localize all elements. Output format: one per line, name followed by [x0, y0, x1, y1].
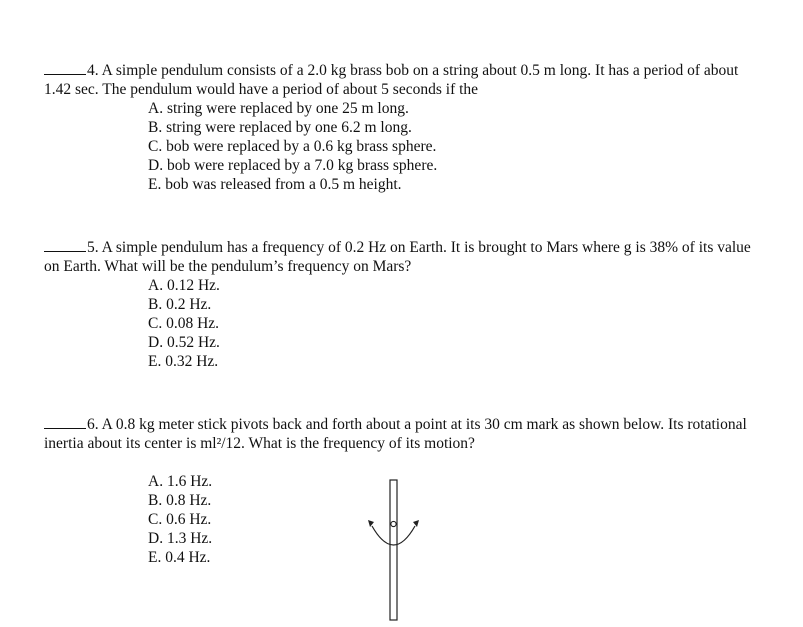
- choice-d: D. 1.3 Hz.: [148, 530, 213, 547]
- choice-b: B. 0.2 Hz.: [148, 296, 212, 313]
- question-number: 4.: [87, 62, 99, 79]
- choice-e: E. 0.32 Hz.: [148, 353, 219, 370]
- question-number: 5.: [87, 239, 99, 256]
- answer-blank-5[interactable]: [44, 237, 86, 252]
- choice-list-5: [44, 276, 764, 371]
- question-5: [44, 237, 764, 371]
- choice-c: C. 0.08 Hz.: [148, 315, 220, 332]
- question-6-stem: [44, 414, 764, 453]
- question-text: A simple pendulum has a frequency of 0.2 Hz on Earth. It is brought to Mars where g is 38% of its value on Earth. What will be the pendulum’s frequency on Mars?: [44, 239, 751, 275]
- choice-a: A. string were replaced by one 25 m long.: [148, 100, 409, 117]
- answer-blank-6[interactable]: [44, 414, 86, 429]
- question-text: A 0.8 kg meter stick pivots back and forth about a point at its 30 cm mark as shown below. Its rotational inertia about its center is ml²/12. What is the frequency of its motion?: [44, 416, 747, 452]
- right-arrow-icon: [413, 520, 419, 527]
- choice-e: E. 0.4 Hz.: [148, 549, 211, 566]
- choice-c: C. bob were replaced by a 0.6 kg brass sphere.: [148, 138, 437, 155]
- choice-d: D. 0.52 Hz.: [148, 334, 220, 351]
- choice-b: B. 0.8 Hz.: [148, 492, 212, 509]
- choice-d: D. bob were replaced by a 7.0 kg brass sphere.: [148, 157, 438, 174]
- pivot-point: [391, 521, 396, 526]
- choice-a: A. 1.6 Hz.: [148, 473, 213, 490]
- left-arrow-icon: [368, 520, 374, 527]
- choice-c: C. 0.6 Hz.: [148, 511, 212, 528]
- question-4: [44, 60, 764, 194]
- answer-blank-4[interactable]: [44, 60, 86, 75]
- choice-a: A. 0.12 Hz.: [148, 277, 220, 294]
- choice-list-4: [44, 99, 764, 194]
- choice-b: B. string were replaced by one 6.2 m long.: [148, 119, 412, 136]
- question-number: 6.: [87, 416, 99, 433]
- meter-stick-figure: [360, 476, 440, 624]
- question-4-stem: [44, 60, 764, 99]
- meter-stick: [390, 480, 397, 620]
- choice-e: E. bob was released from a 0.5 m height.: [148, 176, 402, 193]
- question-text: A simple pendulum consists of a 2.0 kg brass bob on a string about 0.5 m long. It has a period of about 1.42 sec. The pendulum would have a period of about 5 seconds if the: [44, 62, 739, 98]
- question-5-stem: [44, 237, 764, 276]
